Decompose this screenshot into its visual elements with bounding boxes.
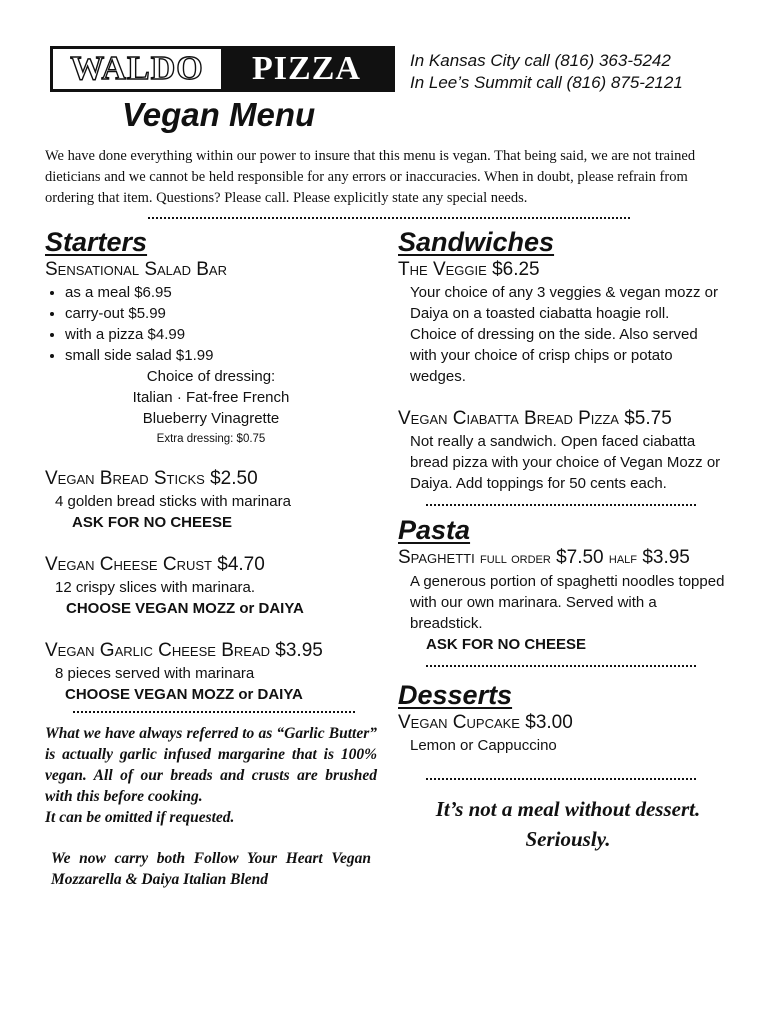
tagline-2: Seriously.: [525, 827, 611, 851]
item-name: Vegan Ciabatta Bread Pizza: [398, 408, 619, 429]
item-price: $6.25: [492, 259, 540, 280]
tagline-1: It’s not a meal without dessert.: [435, 797, 701, 821]
divider: [426, 665, 696, 667]
dressing-options-1: Italian · Fat-free French: [132, 389, 290, 406]
item-name: Vegan Cheese Crust: [45, 554, 212, 575]
breadsticks-note: ASK FOR NO CHEESE: [72, 514, 233, 531]
right-column: [398, 226, 738, 854]
item-price: $3.95: [275, 640, 323, 661]
page-title: Vegan Menu: [122, 96, 316, 133]
cupcake-desc: Lemon or Cappuccino: [410, 737, 557, 754]
veggie-item: [398, 258, 738, 282]
garlic-butter-note: What we have always referred to as “Garlic Butter” is actually garlic infused margarine that is 100% vegan. All of our breads and crusts are brushed with this before cooking.: [45, 725, 377, 805]
half-order-price: $3.95: [642, 547, 690, 568]
cheese-crust-note: CHOOSE VEGAN MOZZ or DAIYA: [66, 600, 304, 617]
divider: [426, 778, 696, 780]
garlic-butter-note-end: It can be omitted if requested.: [45, 809, 235, 826]
item-name: The Veggie: [398, 259, 487, 280]
spaghetti-note: ASK FOR NO CHEESE: [426, 636, 587, 653]
full-order-price: $7.50: [556, 547, 604, 568]
desserts-heading: Desserts: [398, 680, 513, 710]
list-item: • carry-out $5.99: [65, 303, 377, 324]
extra-dressing: Extra dressing: $0.75: [156, 433, 266, 445]
breadsticks-item: [45, 467, 377, 491]
half-order-label: half: [608, 550, 638, 567]
ciabatta-item: [398, 407, 738, 431]
phone-kansas-city: In Kansas City call (816) 363-5242: [410, 51, 671, 70]
phone-lees-summit: In Lee’s Summit call (816) 875-2121: [410, 73, 683, 92]
item-price: $3.00: [525, 712, 573, 733]
starters-section: [45, 226, 377, 890]
breadsticks-desc: 4 golden bread sticks with marinara: [55, 493, 291, 510]
dressing-options-2: Blueberry Vinagrette: [142, 410, 280, 427]
item-price: $5.75: [624, 408, 672, 429]
cheese-crust-desc: 12 crispy slices with marinara.: [55, 579, 256, 596]
logo-waldo: WALDO: [70, 50, 204, 87]
garlic-bread-note: CHOOSE VEGAN MOZZ or DAIYA: [65, 686, 303, 703]
item-name: Vegan Cupcake: [398, 712, 520, 733]
list-item: • as a meal $6.95: [65, 282, 377, 303]
garlic-bread-item: [45, 639, 377, 663]
disclaimer: We have done everything within our power to insure that this menu is vegan. That being said, we are not trained dieticians and we cannot be held responsible for any errors or inaccuracies. When in doubt, please refrain from ordering that item. Questions? Please call. Please explicitly state any special needs.: [45, 148, 696, 206]
spaghetti-desc: A generous portion of spaghetti noodles topped with our own marinara. Served with a breadstick.: [410, 573, 725, 632]
veggie-desc: Your choice of any 3 veggies & vegan mozz or Daiya on a toasted ciabatta hoagie roll. Choice of dressing on the side. Also served with your choice of crisp chips or potato wedges.: [410, 284, 718, 385]
item-name: Spaghetti: [398, 547, 475, 568]
item-price: $4.70: [217, 554, 265, 575]
ciabatta-desc: Not really a sandwich. Open faced ciabatta bread pizza with your choice of Vegan Mozz or Daiya. Add toppings for 50 cents each.: [410, 433, 721, 492]
phone-numbers: [410, 50, 683, 94]
salad-bar-name: Sensational Salad Bar: [45, 259, 227, 280]
item-name: Vegan Bread Sticks: [45, 468, 205, 489]
garlic-bread-desc: 8 pieces served with marinara: [55, 665, 255, 682]
dressing-label: Choice of dressing:: [146, 368, 276, 385]
spaghetti-item: [398, 546, 738, 571]
waldo-pizza-logo: [50, 46, 395, 92]
pasta-heading: Pasta: [398, 515, 471, 545]
cheese-crust-item: [45, 553, 377, 577]
list-item: • with a pizza $4.99: [65, 324, 377, 345]
cupcake-item: [398, 711, 738, 735]
vegan-cheese-note: We now carry both Follow Your Heart Vegan Mozzarella & Daiya Italian Blend: [51, 850, 371, 888]
logo-pizza: PIZZA: [221, 49, 392, 89]
salad-options: [45, 282, 377, 366]
list-item: • small side salad $1.99: [65, 345, 377, 366]
divider: [426, 504, 696, 506]
item-price: $2.50: [210, 468, 258, 489]
divider: [148, 217, 630, 219]
item-name: Vegan Garlic Cheese Bread: [45, 640, 271, 661]
sandwiches-heading: Sandwiches: [398, 227, 555, 257]
full-order-label: full order: [480, 550, 551, 567]
divider: [73, 711, 355, 713]
starters-heading: Starters: [45, 227, 148, 257]
